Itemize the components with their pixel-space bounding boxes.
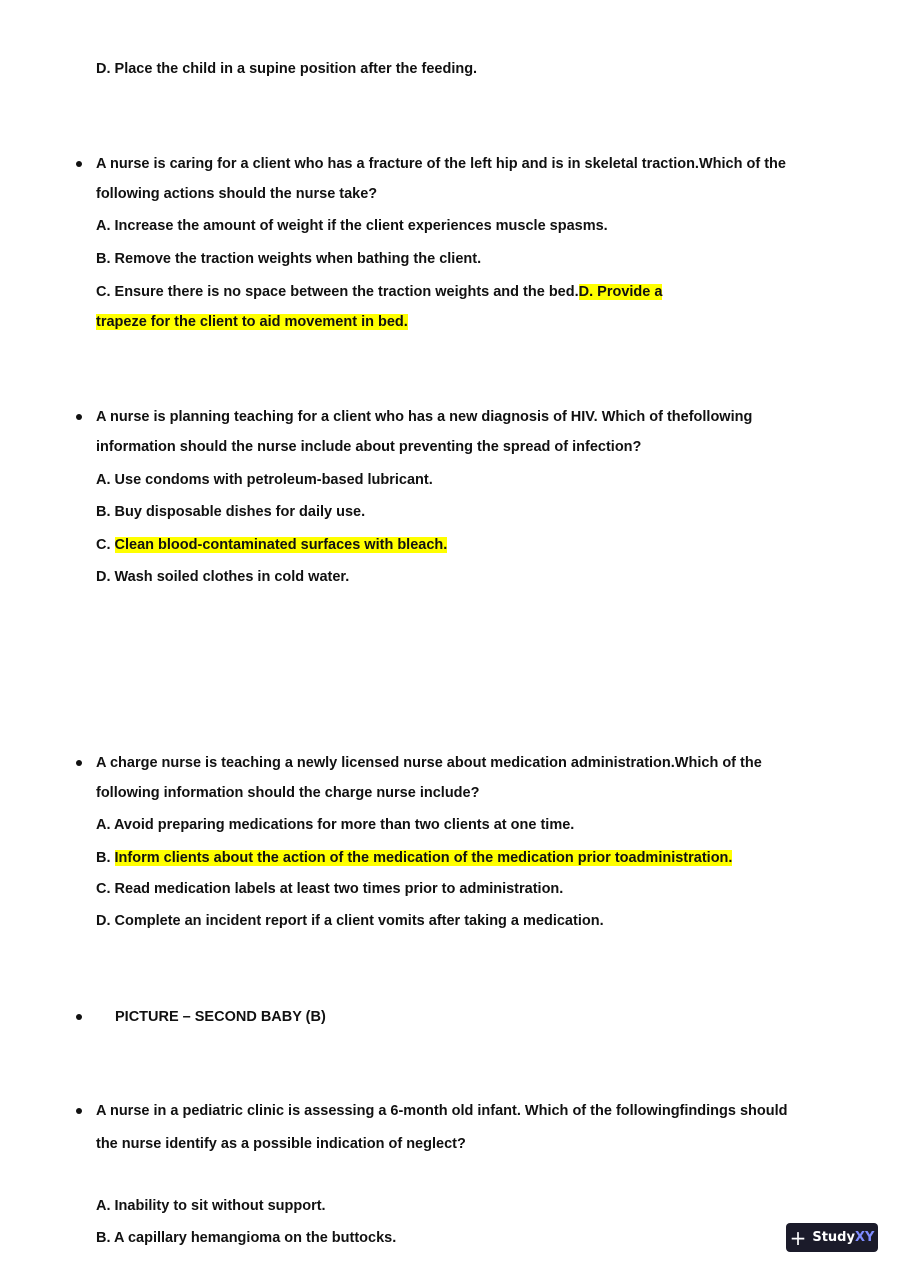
q2-option-c-prefix: C.: [96, 537, 111, 553]
q2-option-c-line: [96, 535, 447, 555]
q1-option-d-highlight-part2: trapeze for the client to aid movement in bed.: [96, 314, 408, 330]
plus-icon: +: [789, 1225, 807, 1250]
q4-option-a: A. Inability to sit without support.: [96, 1198, 326, 1214]
q3-option-c: C. Read medication labels at least two times prior to administration.: [96, 881, 564, 897]
q1-option-d-line2: [96, 312, 408, 332]
studyxy-badge[interactable]: [786, 1223, 878, 1252]
q4-stem-line1: A nurse in a pediatric clinic is assessing a 6-month old infant. Which of the followingfindings should: [96, 1103, 788, 1119]
q2-stem-line2: information should the nurse include about preventing the spread of infection?: [96, 439, 642, 455]
q2-option-d: D. Wash soiled clothes in cold water.: [96, 569, 350, 585]
q1-stem-line1: A nurse is caring for a client who has a fracture of the left hip and is in skeletal traction.Which of the: [96, 156, 786, 172]
q1-option-b: B. Remove the traction weights when bathing the client.: [96, 251, 482, 267]
q2-stem-line1: A nurse is planning teaching for a client who has a new diagnosis of HIV. Which of thefollowing: [96, 409, 753, 425]
q4-option-b: B. A capillary hemangioma on the buttocks.: [96, 1230, 397, 1246]
q3-stem-line2: following information should the charge nurse include?: [96, 785, 480, 801]
q2-option-a: A. Use condoms with petroleum-based lubricant.: [96, 472, 433, 488]
q3-option-a: A. Avoid preparing medications for more than two clients at one time.: [96, 817, 575, 833]
q1-bullet: [76, 161, 82, 167]
q1-option-a: A. Increase the amount of weight if the client experiences muscle spasms.: [96, 218, 608, 234]
q3-option-b-highlight: Inform clients about the action of the medication of the medication prior toadministration.: [114, 850, 733, 866]
q3-option-d: D. Complete an incident report if a client vomits after taking a medication.: [96, 913, 604, 929]
q1-option-c-line: [96, 282, 662, 302]
q2-option-b: B. Buy disposable dishes for daily use.: [96, 504, 366, 520]
q1-stem-line2: following actions should the nurse take?: [96, 186, 378, 202]
q3-stem-line1: A charge nurse is teaching a newly licensed nurse about medication administration.Which of the: [96, 755, 762, 771]
q0-option-d: D. Place the child in a supine position after the feeding.: [96, 61, 478, 77]
q2-option-c-highlight: Clean blood-contaminated surfaces with bleach.: [114, 537, 448, 553]
q2-bullet: [76, 414, 82, 420]
q4-bullet: [76, 1108, 82, 1114]
q4-stem-line2: the nurse identify as a possible indication of neglect?: [96, 1136, 466, 1152]
q3-option-b-prefix: B.: [96, 850, 111, 866]
badge-brand-main: Study: [812, 1230, 855, 1245]
q3-option-b-line: [96, 848, 732, 868]
picture-note-bullet: [76, 1014, 82, 1020]
badge-brand: [812, 1230, 874, 1245]
q1-option-c: C. Ensure there is no space between the traction weights and the bed.: [96, 284, 579, 300]
badge-brand-accent: XY: [854, 1230, 875, 1245]
picture-note: PICTURE – SECOND BABY (B): [115, 1009, 326, 1025]
q1-option-d-highlight-part1: D. Provide a: [578, 284, 663, 300]
q3-bullet: [76, 760, 82, 766]
